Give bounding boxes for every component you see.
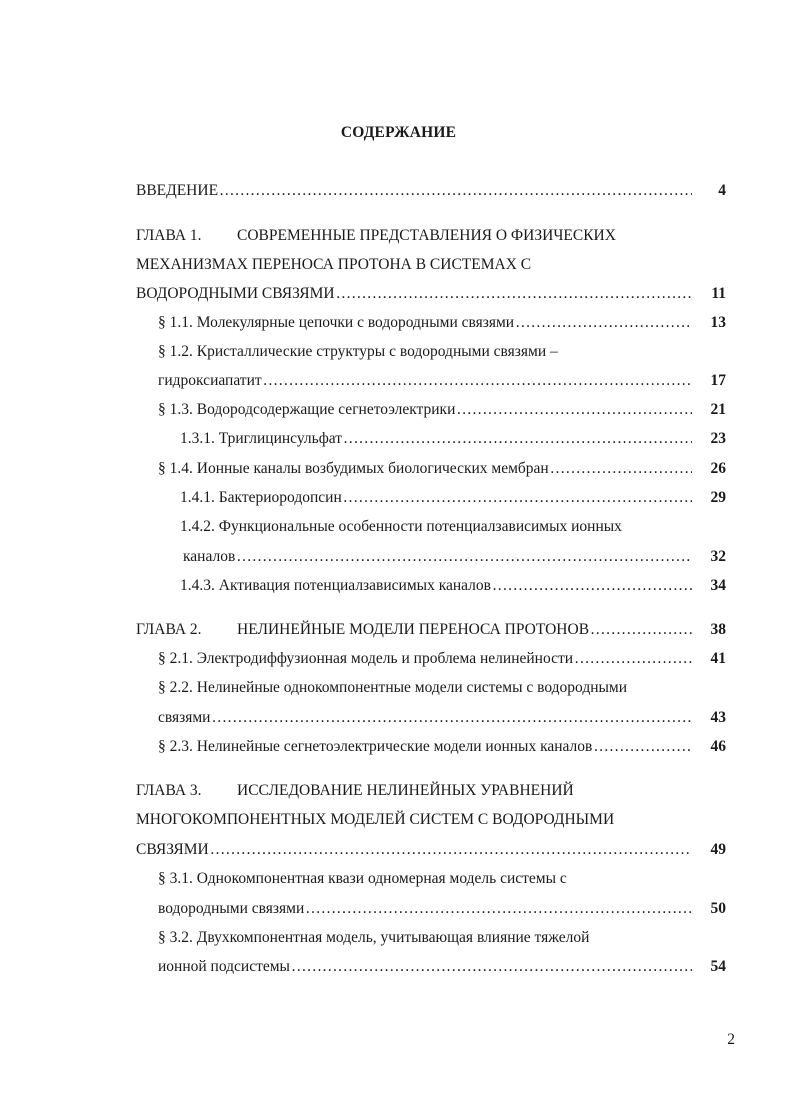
toc-page-number: 32 xyxy=(710,548,726,565)
toc-chapter-3-line2: МНОГОКОМПОНЕНТНЫХ МОДЕЛЕЙ СИСТЕМ С ВОДОРОДНЫМИ xyxy=(136,811,615,828)
page-title: СОДЕРЖАНИЕ xyxy=(340,124,457,141)
toc-entry-3-1-line2[interactable] xyxy=(158,899,692,919)
chapter-number: ГЛАВА 2. xyxy=(136,621,202,638)
toc-entry-1-2-line1[interactable]: § 1.2. Кристаллические структуры с водородными связями – xyxy=(158,343,558,360)
toc-entry-3-1-line1[interactable]: § 3.1. Однокомпонентная квази одномерная модель системы с xyxy=(158,870,567,887)
toc-entry-3-2-line1[interactable]: § 3.2. Двухкомпонентная модель, учитывающая влияние тяжелой xyxy=(158,929,590,946)
toc-page-number: 38 xyxy=(710,621,726,638)
toc-chapter-1-line2: МЕХАНИЗМАХ ПЕРЕНОСА ПРОТОНА В СИСТЕМАХ С xyxy=(136,256,532,273)
toc-entry-label: § 1.1. Молекулярные цепочки с водородными связями xyxy=(158,314,515,331)
toc-entry-label: ВВЕДЕНИЕ xyxy=(136,182,219,199)
toc-chapter-1-line3[interactable] xyxy=(136,284,692,304)
toc-chapter-1-line1[interactable] xyxy=(136,226,616,246)
chapter-title-line: СОВРЕМЕННЫЕ ПРЕДСТАВЛЕНИЯ О ФИЗИЧЕСКИХ xyxy=(237,227,616,244)
toc-page-number: 13 xyxy=(710,314,726,331)
toc-entry-1-4-2-line2[interactable] xyxy=(183,547,692,567)
toc-entry-label: 1.3.1. Триглицинсульфат xyxy=(180,430,343,447)
toc-entry-label: § 2.3. Нелинейные сегнетоэлектрические модели ионных каналов xyxy=(158,738,593,755)
toc-entry-label: ионной подсистемы xyxy=(158,958,290,975)
toc-chapter-3-line1[interactable] xyxy=(136,781,574,801)
toc-entry-1-3[interactable] xyxy=(158,400,692,420)
toc-page-number: 26 xyxy=(710,460,726,477)
chapter-title-line: ИССЛЕДОВАНИЕ НЕЛИНЕЙНЫХ УРАВНЕНИЙ xyxy=(237,782,574,799)
toc-entry-label: каналов xyxy=(183,548,236,565)
chapter-title-line: НЕЛИНЕЙНЫЕ МОДЕЛИ ПЕРЕНОСА ПРОТОНОВ xyxy=(237,621,590,638)
toc-page-number: 46 xyxy=(710,738,726,755)
toc-page-number: 21 xyxy=(710,401,726,418)
toc-entry-2-2-line1[interactable]: § 2.2. Нелинейные однокомпонентные модели системы с водородными xyxy=(158,679,628,696)
toc-entry-1-2-line2[interactable] xyxy=(158,371,692,391)
toc-page-number: 54 xyxy=(710,958,726,975)
toc-entry-label: 1.4.1. Бактериородопсин xyxy=(180,489,342,506)
toc-entry-label: 1.4.3. Активация потенциалзависимых каналов xyxy=(180,577,491,594)
toc-chapter-2[interactable] xyxy=(136,620,692,640)
toc-page-number: 23 xyxy=(710,430,726,447)
toc-entry-label: § 2.1. Электродиффузионная модель и проблема нелинейности xyxy=(158,650,574,667)
chapter-title-line: СВЯЗЯМИ xyxy=(136,841,209,858)
toc-entry-1-4-3[interactable] xyxy=(180,576,692,596)
page-number: 2 xyxy=(727,1031,735,1048)
toc-entry-3-2-line2[interactable] xyxy=(158,957,692,977)
toc-entry-label: связями xyxy=(158,709,211,726)
toc-page-number: 50 xyxy=(710,900,726,917)
toc-entry-1-4-2-line1[interactable]: 1.4.2. Функциональные особенности потенциалзависимых ионных xyxy=(180,518,622,535)
toc-entry-2-2-line2[interactable] xyxy=(158,708,692,728)
toc-page-number: 34 xyxy=(710,577,726,594)
toc-entry-1-4-1[interactable] xyxy=(180,488,692,508)
toc-page-number: 43 xyxy=(710,709,726,726)
chapter-title-line: ВОДОРОДНЫМИ СВЯЗЯМИ xyxy=(136,285,335,302)
toc-chapter-3-line3[interactable] xyxy=(136,840,692,860)
toc-page-number: 29 xyxy=(710,489,726,506)
toc-entry-label: гидроксиапатит xyxy=(158,372,262,389)
chapter-number: ГЛАВА 1. xyxy=(136,227,202,244)
toc-entry-label: водородными связями xyxy=(158,900,305,917)
toc-entry-intro[interactable] xyxy=(136,181,692,201)
toc-entry-2-3[interactable] xyxy=(158,737,692,757)
toc-entry-2-1[interactable] xyxy=(158,649,692,669)
toc-entry-1-3-1[interactable] xyxy=(180,429,692,449)
toc-page-number: 49 xyxy=(710,841,726,858)
toc-page-number: 4 xyxy=(718,182,726,199)
toc-entry-1-1[interactable] xyxy=(158,313,692,333)
toc-page-number: 17 xyxy=(710,372,726,389)
toc-entry-label: § 1.3. Водородсодержащие сегнетоэлектрики xyxy=(158,401,456,418)
toc-page-number: 11 xyxy=(711,285,726,302)
chapter-number: ГЛАВА 3. xyxy=(136,782,202,799)
toc-page-number: 41 xyxy=(710,650,726,667)
toc-entry-1-4[interactable] xyxy=(158,459,692,479)
toc-entry-label: § 1.4. Ионные каналы возбудимых биологических мембран xyxy=(158,460,549,477)
